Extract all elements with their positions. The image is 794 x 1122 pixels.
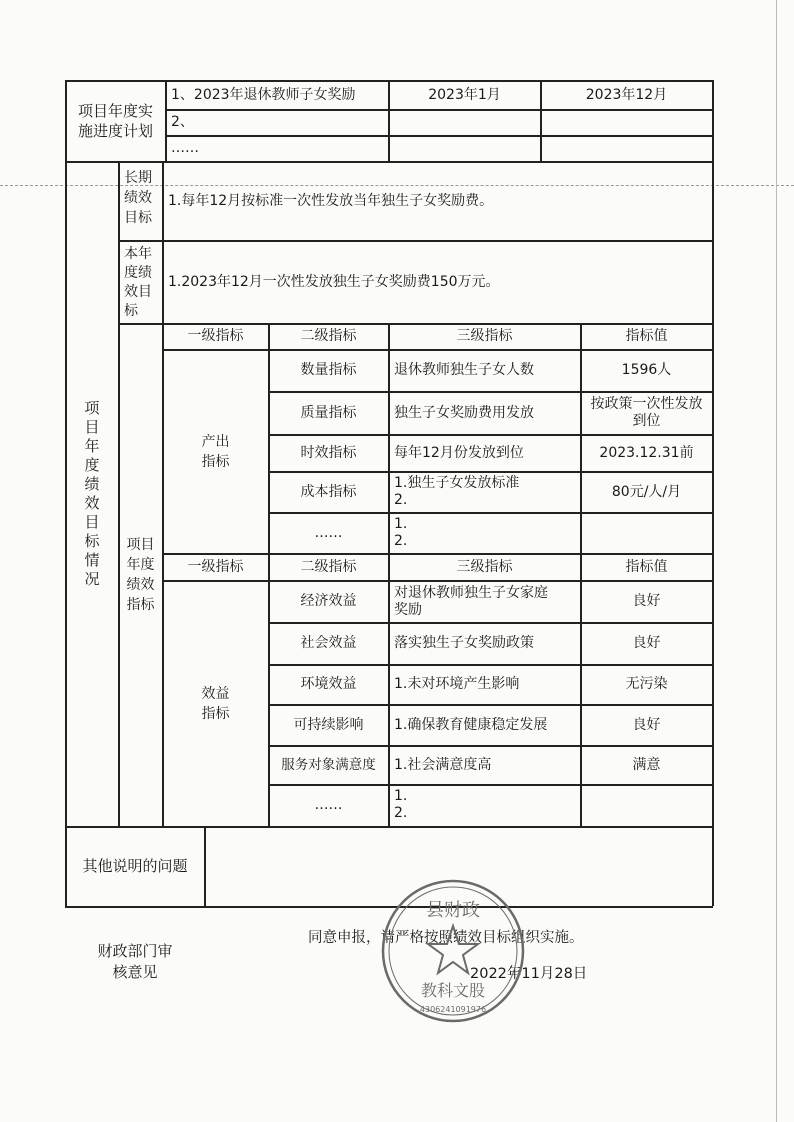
- header-level1: 一级指标: [187, 558, 244, 575]
- output-row-level2: ……: [314, 524, 343, 541]
- benefit-row-value: 良好: [632, 593, 661, 609]
- schedule-end-2: [541, 110, 712, 135]
- output-row-level3-line2: 2.: [394, 533, 408, 549]
- finance-review-opinion: 同意申报，请严格按照绩效目标组织实施。: [308, 930, 584, 946]
- benefit-row-level3-line1: 1.: [394, 788, 408, 804]
- seal-top-text: 县财政: [426, 900, 480, 921]
- output-row-value: 按政策一次性发放到位: [590, 396, 703, 429]
- benefit-row-value: [581, 785, 712, 826]
- schedule-end-3: [541, 136, 712, 161]
- output-row-level3: 每年12月份发放到位: [394, 444, 524, 461]
- header-value: 指标值: [625, 558, 668, 575]
- output-row-level3: [389, 513, 580, 553]
- benefit-row-value: 良好: [632, 716, 661, 733]
- schedule-item-3: ……: [171, 140, 199, 156]
- output-row-level3: 独生子女奖励费用发放: [394, 404, 534, 421]
- benefit-row-level2: 可持续影响: [293, 716, 364, 733]
- benefit-row-level3: 对退休教师独生子女家庭奖励: [394, 584, 548, 618]
- indicator-section-label: 项目年度绩效指标: [126, 537, 155, 613]
- annual-goal-text: 1.2023年12月一次性发放独生子女奖励费150万元。: [168, 273, 500, 290]
- benefit-row-level3-line2: 2.: [394, 805, 408, 821]
- benefit-indicator-label: 效益指标: [201, 685, 230, 722]
- output-row-level3-line1: 1.独生子女发放标准: [394, 475, 520, 491]
- output-row-value: [581, 513, 712, 553]
- annual-goal-label: 本年度绩效目标: [124, 246, 152, 319]
- output-indicator-label: 产出指标: [201, 433, 230, 470]
- schedule-item-1: 1、2023年退休教师子女奖励: [171, 86, 356, 103]
- benefit-row-level2: 经济效益: [300, 593, 357, 609]
- output-row-level2: 成本指标: [300, 483, 357, 500]
- benefit-row-level2: ……: [314, 797, 343, 813]
- header-level3: 三级指标: [456, 558, 513, 575]
- schedule-section-label: 项目年度实施进度计划: [77, 102, 153, 140]
- output-row-level2: 数量指标: [300, 362, 357, 378]
- schedule-start-2: [389, 110, 540, 135]
- benefit-row-level3: [389, 785, 580, 826]
- header-level2: 二级指标: [300, 558, 357, 575]
- schedule-start-3: [389, 136, 540, 161]
- header-level1: 一级指标: [187, 328, 244, 344]
- goals-section-label: 项 目 年 度 绩 效 目 标 情 况: [84, 399, 100, 588]
- other-notes-label: 其他说明的问题: [82, 857, 188, 875]
- benefit-row-level3: 落实独生子女奖励政策: [394, 635, 534, 651]
- benefit-row-level3: 1.确保教育健康稳定发展: [394, 716, 548, 733]
- output-row-level2: 质量指标: [300, 404, 357, 421]
- long-term-goal-label: 长期绩效目标: [124, 170, 152, 226]
- benefit-row-level2: 社会效益: [300, 635, 357, 651]
- schedule-end-1: 2023年12月: [585, 86, 668, 103]
- header-level3: 三级指标: [456, 328, 513, 344]
- output-row-value: 80元/人/月: [611, 483, 682, 500]
- benefit-row-value: 无污染: [625, 676, 668, 692]
- header-value: 指标值: [625, 328, 668, 344]
- output-row-value: 2023.12.31前: [599, 444, 694, 461]
- long-term-goal-text: 1.每年12月按标准一次性发放当年独生子女奖励费。: [168, 192, 494, 209]
- output-row-level2: 时效指标: [300, 444, 357, 461]
- official-seal: [380, 878, 526, 1024]
- output-row-level3: [389, 472, 580, 512]
- header-level2: 二级指标: [300, 328, 357, 344]
- seal-bottom-text: 教科文股: [420, 981, 486, 1000]
- benefit-row-level2: 环境效益: [300, 676, 357, 692]
- output-row-level3: 退休教师独生子女人数: [394, 362, 534, 378]
- output-row-value: 1596人: [621, 362, 672, 378]
- finance-review-date: 2022年11月28日: [470, 966, 588, 982]
- output-row-level3-line1: 1.: [394, 516, 408, 532]
- benefit-row-level3: 1.社会满意度高: [394, 756, 492, 773]
- finance-review-label: 财政部门审核意见: [97, 942, 173, 981]
- benefit-row-value: 良好: [632, 635, 661, 651]
- seal-code-text: 4306241091976: [419, 1005, 487, 1014]
- schedule-start-1: 2023年1月: [428, 86, 501, 103]
- benefit-row-level2: 服务对象满意度: [281, 756, 376, 773]
- schedule-item-2: 2、: [171, 114, 194, 130]
- scan-edge: [776, 0, 777, 1122]
- benefit-row-value: 满意: [632, 756, 661, 773]
- output-row-level3-line2: 2.: [394, 492, 408, 508]
- benefit-row-level3: 1.未对环境产生影响: [394, 676, 520, 692]
